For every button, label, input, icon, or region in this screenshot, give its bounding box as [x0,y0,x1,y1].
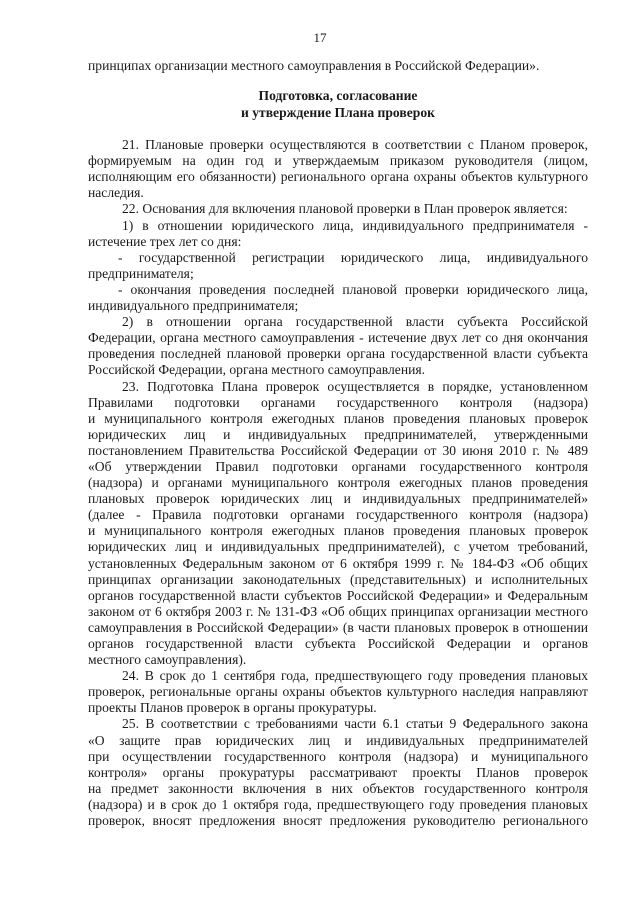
paragraph-line: постановлением Правительства Российской Федерации от 30 июня 2010 г. № 489 [88,442,588,458]
paragraph [88,137,588,201]
paragraph-line: проекты Планов проверок в органы прокуратуры. [88,700,377,716]
document-body [88,58,588,829]
paragraph-line: на предмет законности включения в них объектов государственного контроля [88,780,588,796]
paragraph [88,250,588,282]
paragraph-line: 23. Подготовка Плана проверок осуществляется в порядке, установленном [122,378,588,394]
paragraph [88,379,588,669]
paragraph-line: проверок, вносят предложения вносят предложения руководителю регионального [88,813,588,829]
paragraph-line: при осуществлении государственного контроля (надзора) и муниципального [88,748,588,764]
paragraph-line: индивидуального предпринимателя; [88,298,299,314]
paragraph-line: проверок, региональные органы охраны объектов культурного наследия направляют [88,684,588,700]
paragraph-line: юридических лиц и индивидуальных предпринимателей, утвержденными [88,426,588,442]
paragraph-line: законом от 6 октября 2003 г. № 131-ФЗ «Об общих принципах организации местного [88,603,588,619]
paragraph-line: (далее - Правила подготовки органами государственного контроля (надзора) [88,507,588,523]
paragraph-line: самоуправления в Российской Федерации» (в части плановых проверок в отношении [88,619,588,635]
paragraph-line: - окончания проведения последней плановой проверки юридического лица, [118,281,588,297]
paragraphs [88,137,588,829]
paragraph-line: - государственной регистрации юридического лица, индивидуального [118,249,588,265]
paragraph-line: проведения последней плановой проверки органа государственной власти субъекта [88,346,588,362]
paragraph-line: 24. В срок до 1 сентября года, предшествующего году проведения плановых [122,668,588,684]
paragraph-line: «О защите прав юридических лиц и индивидуальных предпринимателей [88,732,588,748]
paragraph [88,314,588,378]
paragraph-line: «Об утверждении Правил подготовки органами государственного контроля [88,458,588,474]
paragraph-line: 25. В соответствии с требованиями части 6.1 статьи 9 Федерального закона [122,716,588,732]
paragraph-line: плановых проверок юридических лиц и индивидуальных предпринимателей» [88,491,588,507]
paragraph-line: местного самоуправления). [88,652,247,668]
paragraph-line: наследия. [88,185,144,201]
paragraph [88,201,588,217]
paragraph-line: 2) в отношении органа государственной власти субъекта Российской [122,314,588,330]
paragraph-line: 1) в отношении юридического лица, индивидуального предпринимателя - [122,217,588,233]
paragraph-line: 21. Плановые проверки осуществляются в соответствии с Планом проверок, [122,137,588,153]
paragraph-line: юридических лиц и индивидуальных предпринимателей), с учетом требований, [88,539,588,555]
paragraph-line: истечение трех лет со дня: [88,233,242,249]
paragraph-line: исполняющим его обязанности) регионального органа охраны объектов культурного [88,169,588,185]
paragraph-line: органов государственной власти субъектов Российской Федерации» и Федеральным [88,587,588,603]
paragraph-line: и муниципального контроля ежегодных планов проведения плановых проверок [88,523,588,539]
section-heading-line-2: и утверждение Плана проверок [241,104,435,120]
paragraph-line: принципах организации законодательных (представительных) и исполнительных [88,571,588,587]
section-heading-line-1: Подготовка, согласование [258,88,418,104]
section-heading [88,88,588,121]
paragraph-line: Федерации, органа местного самоуправления - истечение двух лет со дня окончания [88,330,588,346]
paragraph-line: Российской Федерации, органа местного самоуправления. [88,362,426,378]
paragraph-line: (надзора) и в срок до 1 октября года, предшествующего году проведения плановых [88,796,588,812]
paragraph-line: контроля» органы прокуратуры рассматривают проекты Планов проверок [88,764,588,780]
paragraph-line: и муниципального контроля ежегодных планов проведения плановых проверок [88,410,588,426]
paragraph-line: органов государственной власти субъекта Российской Федерации и органов [88,636,588,651]
paragraph-line: 22. Основания для включения плановой проверки в План проверок является: [122,201,568,217]
intro-line: принципах организации местного самоуправления в Российской Федерации». [88,58,540,73]
paragraph [88,282,588,314]
paragraph-line: (надзора) и органами муниципального контроля ежегодных планов проведения [88,475,588,491]
paragraph-line: установленных Федеральным законом от 6 октября 1999 г. № 184-ФЗ «Об общих [88,555,588,571]
paragraph-line: предпринимателя; [88,265,194,281]
paragraph-line: Правилами подготовки органами государственного контроля (надзора) [88,394,588,410]
paragraph [88,668,588,716]
paragraph [88,218,588,250]
paragraph [88,716,588,829]
page-number: 17 [313,30,327,45]
paragraph-line: формируемым на один год и утверждаемым приказом руководителя (лицом, [88,153,588,169]
